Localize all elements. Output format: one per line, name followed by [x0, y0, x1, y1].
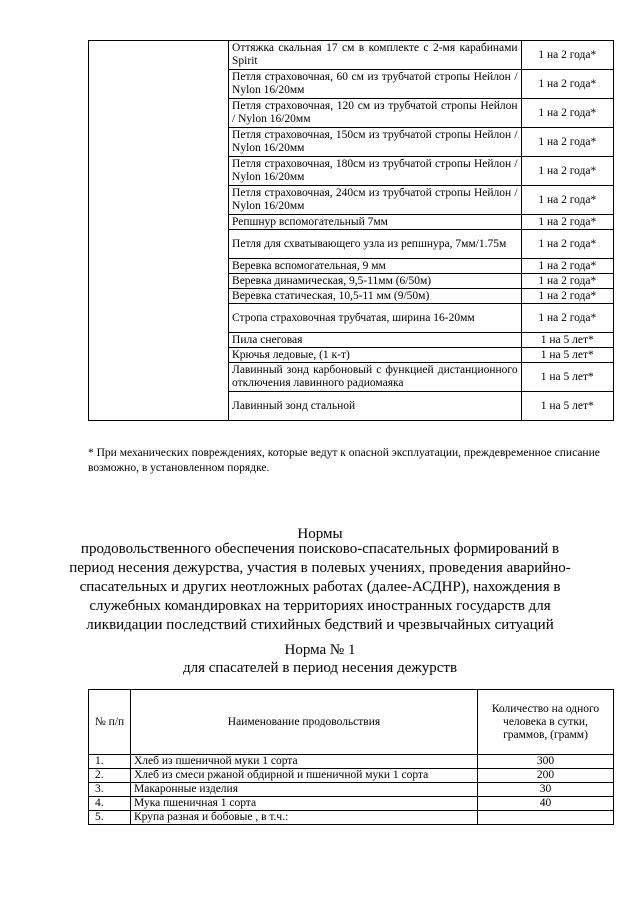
table-row	[89, 755, 614, 769]
table-row	[89, 783, 614, 797]
item-cell: Репшнур вспомогательный 7мм	[229, 215, 522, 230]
header-name: Наименование продовольствия	[131, 690, 478, 755]
norm-cell: 1 на 2 года*	[521, 70, 613, 99]
header-num: № п/п	[89, 690, 131, 755]
norm-cell: 1 на 2 года*	[521, 157, 613, 186]
row-qty: 30	[478, 783, 614, 797]
row-num: 4.	[89, 797, 131, 811]
norm1-title: Норма № 1	[284, 642, 356, 658]
norm-cell: 1 на 5 лет*	[521, 363, 613, 392]
item-cell: Веревка динамическая, 9,5-11мм (6/50м)	[229, 274, 522, 289]
norm-cell: 1 на 2 года*	[521, 289, 613, 304]
table-row	[89, 769, 614, 783]
norm-cell: 1 на 2 года*	[521, 215, 613, 230]
table-row	[89, 811, 614, 825]
row-num: 1.	[89, 755, 131, 769]
norm-cell: 1 на 2 года*	[521, 186, 613, 215]
item-cell: Веревка статическая, 10,5-11 мм (9/50м)	[229, 289, 522, 304]
row-qty	[478, 811, 614, 825]
row-qty: 200	[478, 769, 614, 783]
empty-category-cell	[89, 41, 229, 421]
item-cell: Петля страховочная, 180см из трубчатой стропы Нейлон / Nylon 16/20мм	[229, 157, 522, 186]
table-row	[89, 41, 614, 70]
norms-title: Нормы	[297, 526, 343, 542]
item-cell: Лавинный зонд карбоновый с функцией дистанционного отключения лавинного радиомаяка	[229, 363, 522, 392]
row-name: Хлеб из пшеничной муки 1 сорта	[131, 755, 478, 769]
item-cell: Петля страховочная, 240см из трубчатой стропы Нейлон / Nylon 16/20мм	[229, 186, 522, 215]
norm-cell: 1 на 2 года*	[521, 99, 613, 128]
item-cell: Петля страховочная, 60 см из трубчатой стропы Нейлон / Nylon 16/20мм	[229, 70, 522, 99]
item-cell: Петля для схватывающего узла из репшнура, 7мм/1.75м	[229, 230, 522, 259]
row-name: Хлеб из смеси ржаной обдирной и пшеничной муки 1 сорта	[131, 769, 478, 783]
norm-cell: 1 на 5 лет*	[521, 333, 613, 348]
norm-cell: 1 на 5 лет*	[521, 392, 613, 421]
norm1-subtitle: для спасателей в период несения дежурств	[182, 660, 458, 676]
norm-cell: 1 на 2 года*	[521, 274, 613, 289]
item-cell: Оттяжка скальная 17 см в комплекте с 2-мя карабинами Spirit	[229, 41, 522, 70]
row-qty: 300	[478, 755, 614, 769]
row-num: 3.	[89, 783, 131, 797]
item-cell: Крючья ледовые, (1 к-т)	[229, 348, 522, 363]
item-cell: Петля страховочная, 150см из трубчатой стропы Нейлон / Nylon 16/20мм	[229, 128, 522, 157]
food-norm-table	[88, 689, 614, 825]
row-name: Мука пшеничная 1 сорта	[131, 797, 478, 811]
row-num: 5.	[89, 811, 131, 825]
item-cell: Пила снеговая	[229, 333, 522, 348]
equipment-table	[88, 40, 614, 421]
norm-cell: 1 на 2 года*	[521, 259, 613, 274]
header-qty: Количество на одного человека в сутки, граммов, (грамм)	[478, 690, 614, 755]
item-cell: Петля страховочная, 120 см из трубчатой стропы Нейлон / Nylon 16/20мм	[229, 99, 522, 128]
norm-cell: 1 на 2 года*	[521, 128, 613, 157]
norm-cell: 1 на 2 года*	[521, 230, 613, 259]
norm-cell: 1 на 5 лет*	[521, 348, 613, 363]
item-cell: Лавинный зонд стальной	[229, 392, 522, 421]
footnote: * При механических повреждениях, которые ведут к опасной эксплуатации, преждевременное списание возможно, в установленном порядке.	[88, 447, 600, 474]
norm-cell: 1 на 2 года*	[521, 41, 613, 70]
norms-subtitle: продовольственного обеспечения поисково-спасательных формирований в период несения дежурства, участия в полевых учениях, проведения аварийно-спасательных и других неотложных работах (далее-АСДНР), нахождения в служебных командировках на территориях иностранных государств для ликвидации последствий стихийных бедствий и чрезвычайных ситуаций	[69, 541, 571, 633]
norm-cell: 1 на 2 года*	[521, 304, 613, 333]
item-cell: Стропа страховочная трубчатая, ширина 16-20мм	[229, 304, 522, 333]
table-header-row	[89, 690, 614, 755]
row-name: Крупа разная и бобовые , в т.ч.:	[131, 811, 478, 825]
table-row	[89, 797, 614, 811]
row-name: Макаронные изделия	[131, 783, 478, 797]
row-qty: 40	[478, 797, 614, 811]
row-num: 2.	[89, 769, 131, 783]
item-cell: Веревка вспомогательная, 9 мм	[229, 259, 522, 274]
